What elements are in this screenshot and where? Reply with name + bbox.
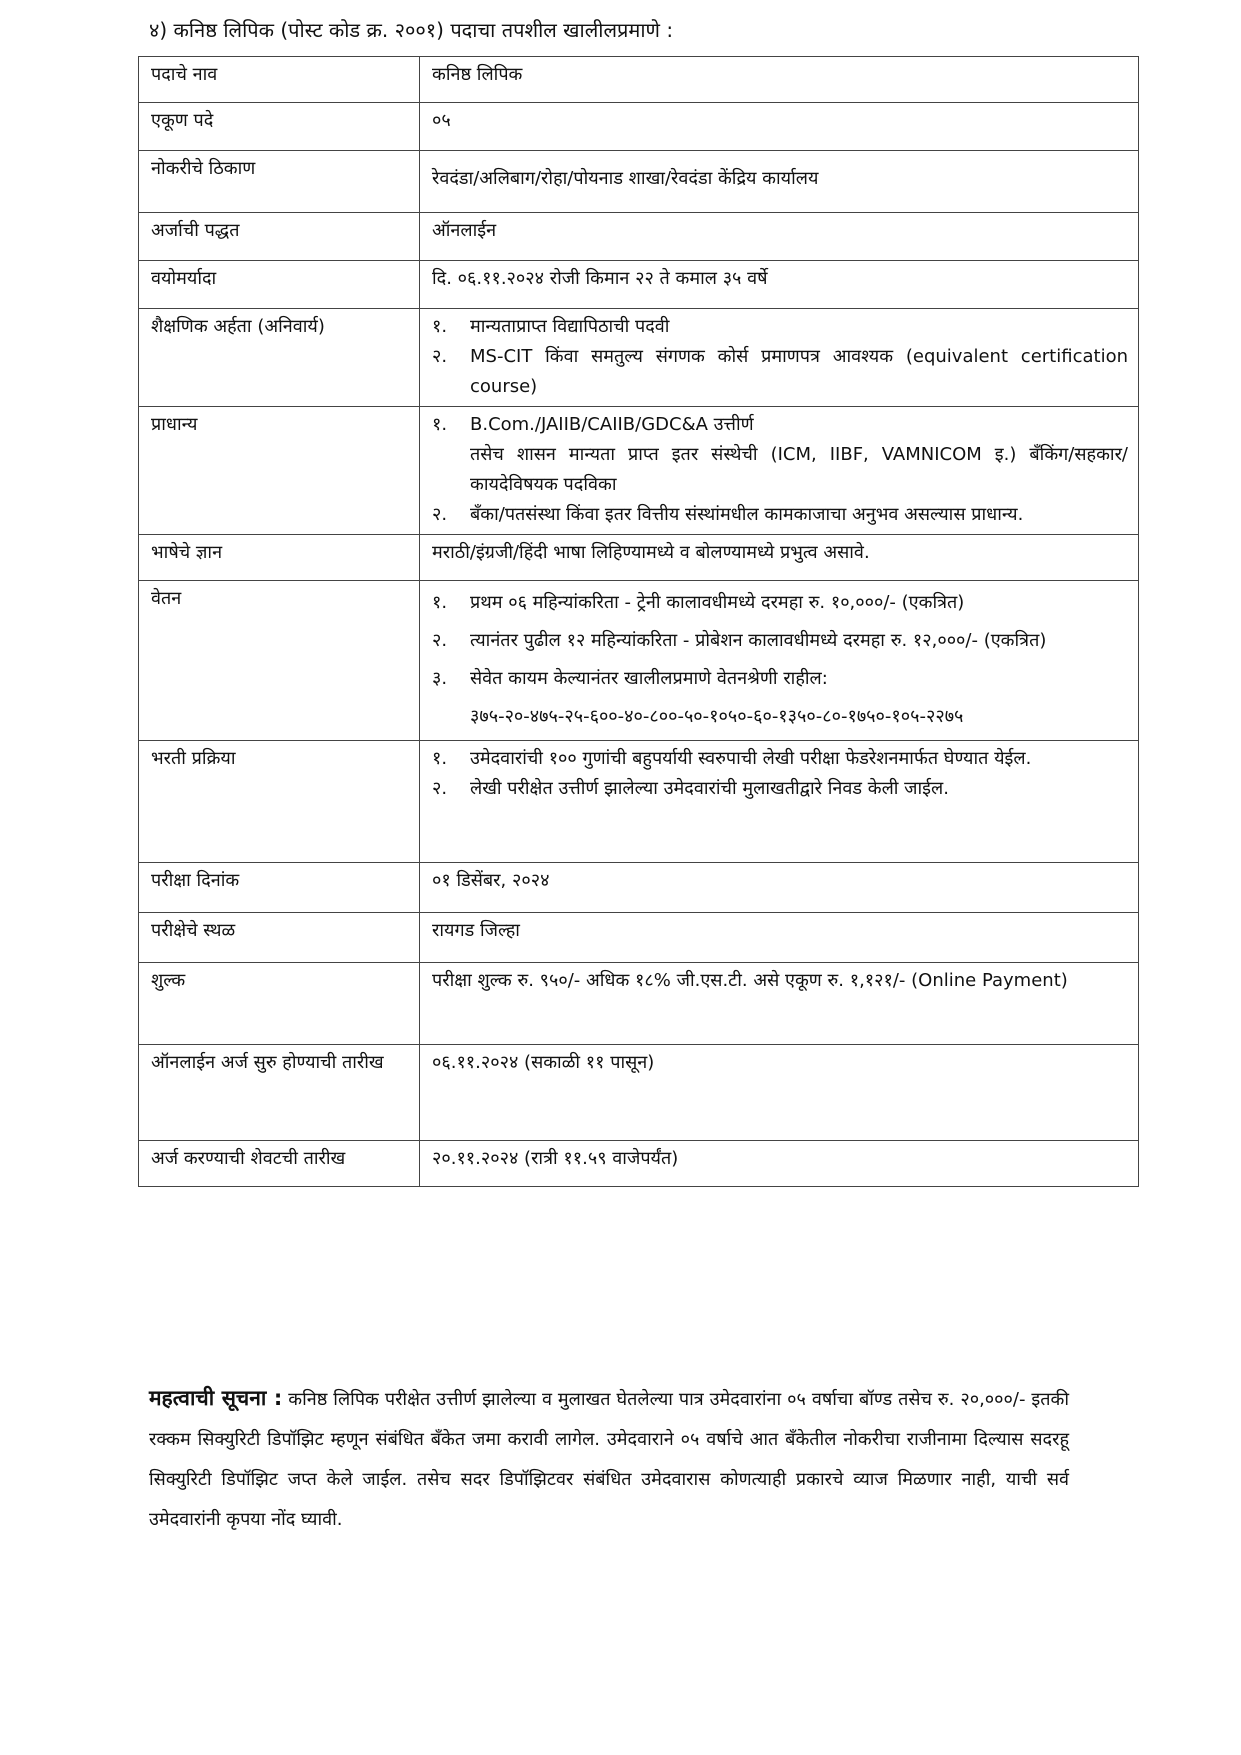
table-row bbox=[139, 407, 1139, 535]
list-item bbox=[432, 744, 1128, 774]
list-text: सेवेत कायम केल्यानंतर खालीलप्रमाणे वेतनश्रेणी राहील: bbox=[470, 668, 828, 689]
list-text: B.Com./JAIIB/CAIIB/GDC&A उत्तीर्ण bbox=[470, 414, 754, 435]
list-text: लेखी परीक्षेत उत्तीर्ण झालेल्या उमेदवारांची मुलाखतीद्वारे निवड केली जाईल. bbox=[470, 778, 949, 799]
table-row bbox=[139, 309, 1139, 407]
list-number: २. bbox=[432, 346, 448, 367]
row-value: परीक्षा शुल्क रु. ९५०/- अधिक १८% जी.एस.टी. असे एकूण रु. १,१२१/- (Online Payment) bbox=[420, 963, 1139, 1045]
row-value: ०५ bbox=[420, 103, 1139, 151]
row-label: पदाचे नाव bbox=[139, 57, 420, 103]
list-number: २. bbox=[432, 504, 448, 525]
post-details-table bbox=[138, 56, 1139, 1187]
row-value bbox=[420, 407, 1139, 535]
row-value: ०१ डिसेंबर, २०२४ bbox=[420, 863, 1139, 913]
list-text: बँका/पतसंस्था किंवा इतर वित्तीय संस्थांमधील कामकाजाचा अनुभव असल्यास प्राधान्य. bbox=[470, 504, 1024, 525]
list-text-block bbox=[470, 410, 1128, 500]
process-list bbox=[432, 744, 1128, 804]
row-value: मराठी/इंग्रजी/हिंदी भाषा लिहिण्यामध्ये व बोलण्यामध्ये प्रभुत्व असावे. bbox=[420, 535, 1139, 581]
table-row bbox=[139, 913, 1139, 963]
list-number: २. bbox=[432, 630, 448, 651]
salary-list bbox=[432, 584, 1128, 736]
row-label: शैक्षणिक अर्हता (अनिवार्य) bbox=[139, 309, 420, 407]
location-text: रेवदंडा/अलिबाग/रोहा/पोयनाड शाखा/रेवदंडा केंद्रिय कार्यालय bbox=[432, 168, 819, 189]
list-text: मान्यताप्राप्त विद्यापिठाची पदवी bbox=[470, 316, 670, 337]
row-label: वयोमर्यादा bbox=[139, 261, 420, 309]
row-value bbox=[420, 741, 1139, 863]
list-number: २. bbox=[432, 778, 448, 799]
list-item bbox=[432, 774, 1128, 804]
table-row bbox=[139, 1045, 1139, 1141]
row-label: नोकरीचे ठिकाण bbox=[139, 151, 420, 213]
table-row bbox=[139, 57, 1139, 103]
list-number: १. bbox=[432, 592, 448, 613]
row-value bbox=[420, 309, 1139, 407]
list-text: उमेदवारांची १०० गुणांची बहुपर्यायी स्वरुपाची लेखी परीक्षा फेडरेशनमार्फत घेण्यात येईल. bbox=[470, 748, 1032, 769]
list-item bbox=[432, 660, 1128, 736]
table-row bbox=[139, 261, 1139, 309]
table-row bbox=[139, 863, 1139, 913]
list-number: १. bbox=[432, 414, 448, 435]
table-row bbox=[139, 1141, 1139, 1187]
table-row bbox=[139, 581, 1139, 741]
list-item bbox=[432, 342, 1128, 402]
section-heading: ४) कनिष्ठ लिपिक (पोस्ट कोड क्र. २००१) पदाचा तपशील खालीलप्रमाणे : bbox=[149, 18, 674, 42]
row-value: २०.११.२०२४ (रात्री ११.५९ वाजेपर्यंत) bbox=[420, 1141, 1139, 1187]
table-row bbox=[139, 103, 1139, 151]
preference-list bbox=[432, 410, 1128, 530]
important-notice bbox=[149, 1378, 1069, 1540]
row-label: भाषेचे ज्ञान bbox=[139, 535, 420, 581]
list-item bbox=[432, 410, 1128, 500]
table-row bbox=[139, 535, 1139, 581]
education-list bbox=[432, 312, 1128, 402]
list-text: प्रथम ०६ महिन्यांकरिता - ट्रेनी कालावधीमध्ये दरमहा रु. १०,०००/- (एकत्रित) bbox=[470, 592, 965, 613]
table-row bbox=[139, 213, 1139, 261]
list-number: १. bbox=[432, 316, 448, 337]
row-value: रायगड जिल्हा bbox=[420, 913, 1139, 963]
row-label: अर्जाची पद्धत bbox=[139, 213, 420, 261]
row-value bbox=[420, 151, 1139, 213]
row-label: अर्ज करण्याची शेवटची तारीख bbox=[139, 1141, 420, 1187]
pay-scale: ३७५-२०-४७५-२५-६००-४०-८००-५०-१०५०-६०-१३५०-८०-१७५०-१०५-२२७५ bbox=[470, 706, 964, 727]
list-text: त्यानंतर पुढील १२ महिन्यांकरिता - प्रोबेशन कालावधीमध्ये दरमहा रु. १२,०००/- (एकत्रित) bbox=[470, 630, 1047, 651]
row-value: दि. ०६.११.२०२४ रोजी किमान २२ ते कमाल ३५ वर्षे bbox=[420, 261, 1139, 309]
list-number: १. bbox=[432, 748, 448, 769]
list-item bbox=[432, 312, 1128, 342]
table-row bbox=[139, 151, 1139, 213]
list-text-block bbox=[470, 660, 1128, 736]
table-row bbox=[139, 741, 1139, 863]
row-label: शुल्क bbox=[139, 963, 420, 1045]
row-label: भरती प्रक्रिया bbox=[139, 741, 420, 863]
list-number: ३. bbox=[432, 668, 448, 689]
row-label: ऑनलाईन अर्ज सुरु होण्याची तारीख bbox=[139, 1045, 420, 1141]
row-label: एकूण पदे bbox=[139, 103, 420, 151]
list-item bbox=[432, 500, 1128, 530]
row-label: प्राधान्य bbox=[139, 407, 420, 535]
list-item bbox=[432, 622, 1128, 660]
row-label: परीक्षेचे स्थळ bbox=[139, 913, 420, 963]
row-label: वेतन bbox=[139, 581, 420, 741]
table-row bbox=[139, 963, 1139, 1045]
row-label: परीक्षा दिनांक bbox=[139, 863, 420, 913]
notice-text: कनिष्ठ लिपिक परीक्षेत उत्तीर्ण झालेल्या व मुलाखत घेतलेल्या पात्र उमेदवारांना ०५ वर्षाचा बॉण्ड तसेच रु. २०,०००/- इतकी रक्कम सिक्युरिटी डिपॉझिट म्हणून संबंधित बँकेत जमा करावी लागेल. उमेदवाराने ०५ वर्षाचे आत बँकेतील नोकरीचा राजीनामा दिल्यास सदरहू सिक्युरिटी डिपॉझिट जप्त केले जाईल. तसेच सदर डिपॉझिटवर संबंधित उमेदवारास कोणत्याही प्रकारचे व्याज मिळणार नाही, याची सर्व उमेदवारांनी कृपया नोंद घ्यावी. bbox=[149, 1389, 1069, 1530]
row-value bbox=[420, 581, 1139, 741]
notice-title: महत्वाची सूचना : bbox=[149, 1386, 283, 1410]
row-value: कनिष्ठ लिपिक bbox=[420, 57, 1139, 103]
row-value: ०६.११.२०२४ (सकाळी ११ पासून) bbox=[420, 1045, 1139, 1141]
list-text: MS-CIT किंवा समतुल्य संगणक कोर्स प्रमाणपत्र आवश्यक (equivalent certification course) bbox=[470, 346, 1128, 397]
row-value: ऑनलाईन bbox=[420, 213, 1139, 261]
list-item bbox=[432, 584, 1128, 622]
list-subtext: तसेच शासन मान्यता प्राप्त इतर संस्थेची (ICM, IIBF, VAMNICOM इ.) बँकिंग/सहकार/कायदेविषयक पदविका bbox=[470, 444, 1128, 495]
